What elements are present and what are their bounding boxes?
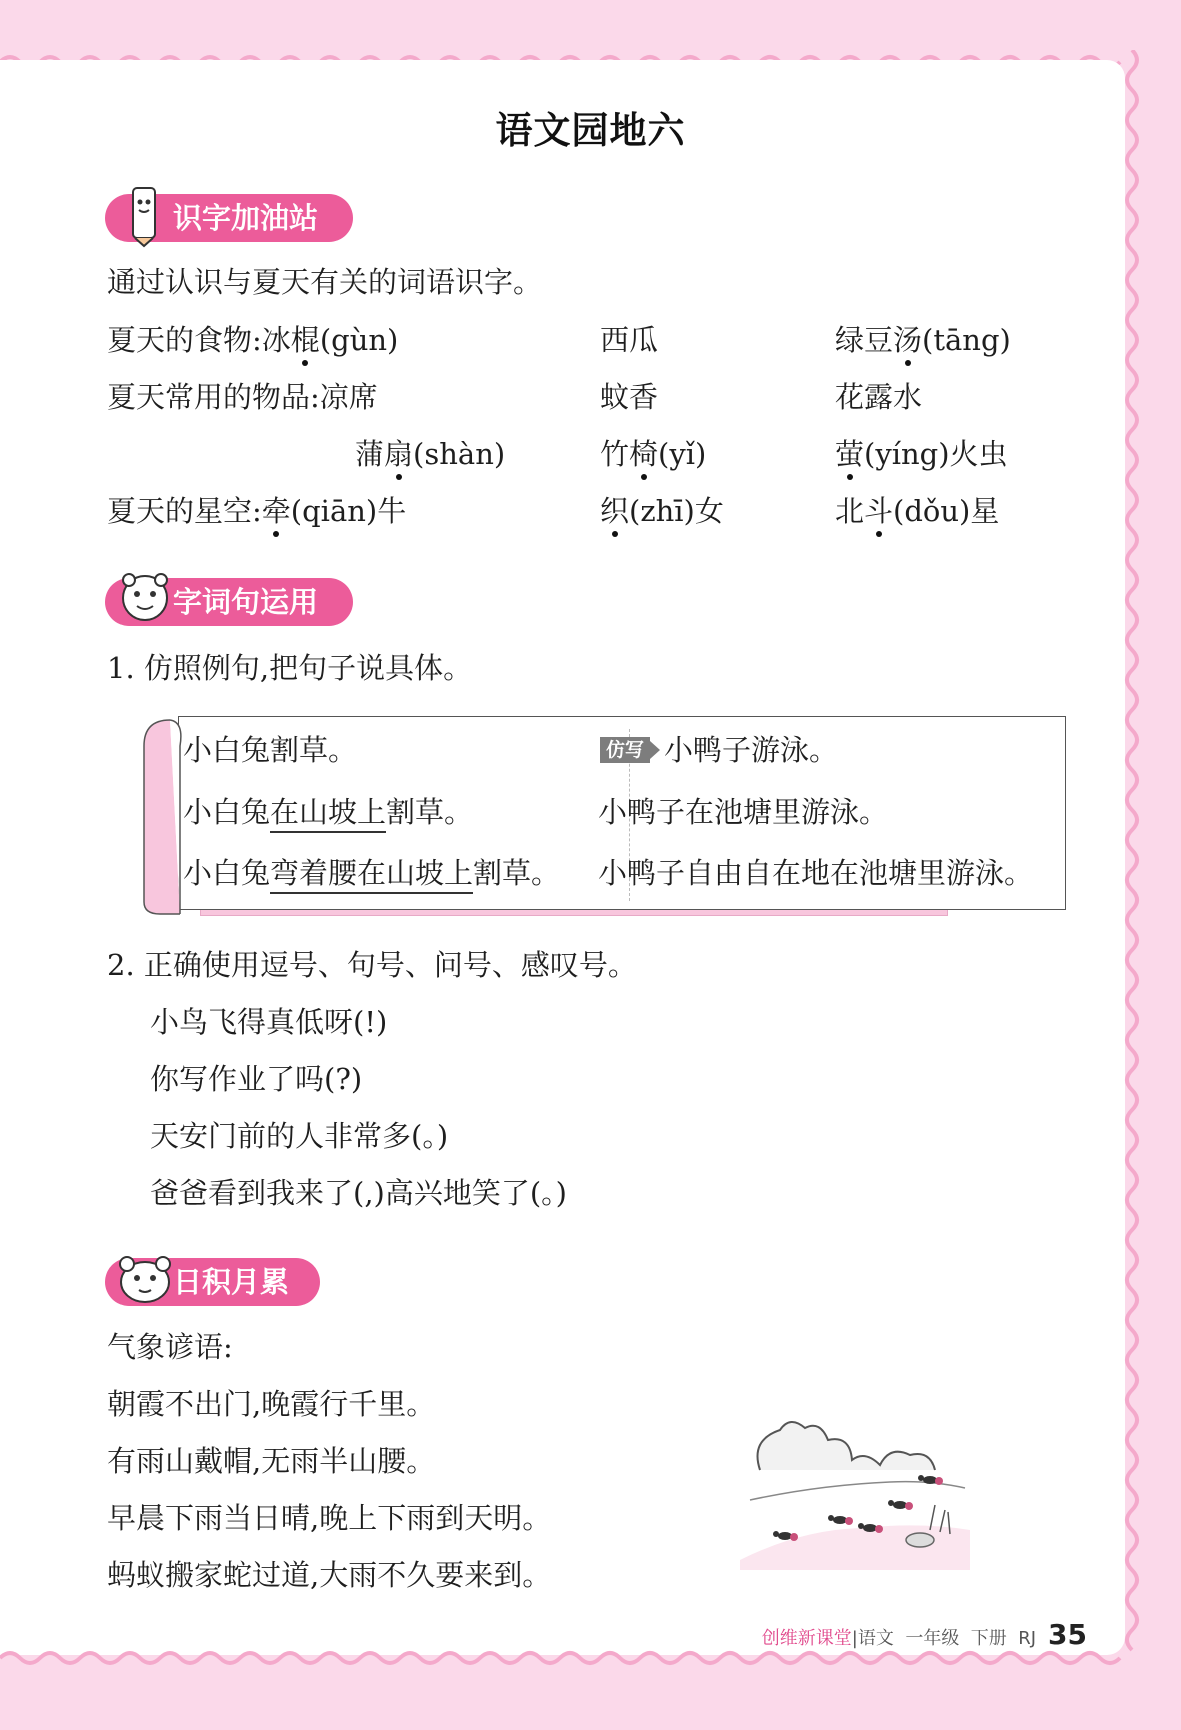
dotted-char: 萤 [835, 434, 864, 474]
word-text: 冰 [261, 323, 291, 357]
ants-illustration [740, 1410, 970, 1570]
mascot-icon [115, 566, 175, 632]
punct-4: 爸爸看到我来了(,)高兴地笑了(。) [150, 1176, 567, 1210]
verse-2: 有雨山戴帽,无雨半山腰。 [107, 1444, 436, 1478]
scroll-roll-icon [140, 716, 184, 916]
dotted-char: 棍 [291, 320, 320, 360]
items-row [107, 377, 378, 417]
sky-3 [835, 491, 999, 531]
dotted-char: 斗 [864, 491, 893, 531]
section-tag-riji [105, 1258, 320, 1306]
item-4 [355, 434, 505, 474]
section-title: 识字加油站 [173, 201, 319, 235]
underlined-text: 在山坡上 [270, 795, 386, 833]
sky-row [107, 491, 406, 531]
word-text: (yíng)火虫 [864, 437, 1008, 471]
page-number: 35 [1048, 1618, 1087, 1651]
text-segment: 小白兔 [183, 795, 271, 829]
food-row [107, 320, 398, 360]
text-segment: 割草。 [473, 856, 561, 890]
frame-wave-right [1120, 50, 1150, 1660]
underlined-text: 弯着腰在山坡上 [270, 856, 473, 894]
food-2: 西瓜 [600, 323, 659, 357]
s3-intro: 气象谚语: [107, 1330, 233, 1364]
food-label: 夏天的食物: [107, 323, 262, 357]
food-3 [835, 320, 1011, 360]
imitate-badge: 仿写 [600, 737, 650, 763]
section-title: 日积月累 [173, 1265, 290, 1299]
word-text: 绿豆 [835, 323, 894, 357]
section-tag-shizi [105, 194, 353, 242]
item-5 [600, 434, 706, 474]
items-label: 夏天常用的物品: [107, 380, 320, 414]
word-text: (zhī)女 [629, 494, 724, 528]
dotted-char: 扇 [384, 434, 413, 474]
dotted-char: 汤 [893, 320, 922, 360]
text-segment: 小鸭子游泳。 [664, 733, 839, 767]
mascot-icon [115, 1246, 175, 1312]
sky-label: 夏天的星空: [107, 494, 262, 528]
punct-3: 天安门前的人非常多(。) [150, 1119, 449, 1153]
section-tag-zici [105, 578, 353, 626]
page-title: 语文园地六 [495, 109, 686, 152]
word-text: 北 [835, 494, 865, 528]
text-segment: 割草。 [386, 795, 474, 829]
item-3: 花露水 [835, 380, 923, 414]
question-1: 1. 仿照例句,把句子说具体。 [107, 651, 473, 685]
pinyin: (dǒu)星 [893, 494, 1000, 528]
dotted-char: 牵 [262, 491, 291, 531]
pinyin: (yǐ) [658, 437, 707, 471]
question-2: 2. 正确使用逗号、句号、问号、感叹号。 [107, 948, 637, 982]
example-right-3: 小鸭子自由自在地在池塘里游泳。 [598, 856, 1034, 890]
dotted-char: 椅 [629, 434, 658, 474]
word-text: 竹 [600, 437, 630, 471]
pinyin: (shàn) [413, 437, 506, 471]
text-segment: 小白兔 [183, 856, 271, 890]
verse-3: 早晨下雨当日晴,晚上下雨到天明。 [107, 1501, 552, 1535]
punct-1: 小鸟飞得真低呀(!) [150, 1005, 388, 1039]
pinyin: (gùn) [319, 323, 399, 357]
word-text: 蒲 [355, 437, 385, 471]
dotted-char: 织 [600, 491, 629, 531]
verse-4: 蚂蚁搬家蛇过道,大雨不久要来到。 [107, 1558, 552, 1592]
footer-separator: | [851, 1628, 858, 1649]
example-left-2 [183, 792, 473, 832]
section-title: 字词句运用 [173, 585, 319, 619]
footer-info: 语文 一年级 下册 RJ [857, 1628, 1037, 1649]
s1-intro: 通过认识与夏天有关的词语识字。 [107, 265, 543, 299]
punct-2: 你写作业了吗(?) [150, 1062, 363, 1096]
example-left-3 [183, 853, 560, 893]
example-right-1 [600, 730, 838, 770]
footer-brand: 创维新课堂 [761, 1628, 852, 1649]
verse-1: 朝霞不出门,晚霞行千里。 [107, 1387, 436, 1421]
pencil-mascot-icon [115, 182, 175, 248]
page-footer [762, 1618, 1087, 1651]
example-left-1: 小白兔割草。 [183, 733, 358, 767]
item-2: 蚊香 [600, 380, 659, 414]
sky-2 [600, 491, 724, 531]
item-6 [835, 434, 1008, 474]
example-right-2: 小鸭子在池塘里游泳。 [598, 795, 889, 829]
pinyin: (tāng) [922, 323, 1011, 357]
word-text: (qiān)牛 [290, 494, 407, 528]
word-text: 凉席 [319, 380, 378, 414]
